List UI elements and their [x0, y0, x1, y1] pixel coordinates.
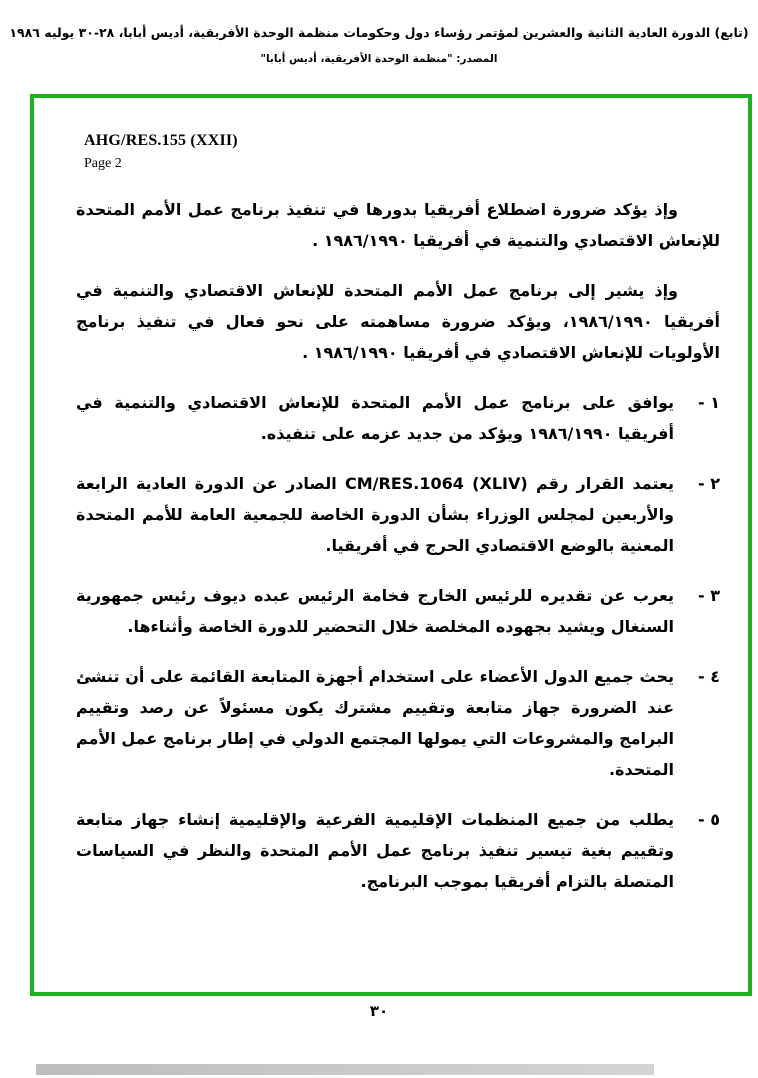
- scan-edge-artifact: [36, 1064, 654, 1075]
- resolution-item: [76, 468, 720, 561]
- resolution-reference: AHG/RES.155 (XXII): [84, 132, 238, 149]
- resolution-item: [76, 661, 720, 785]
- item-number: ٥ -: [698, 810, 720, 829]
- item-number: ٣ -: [698, 586, 720, 605]
- source-line: المصدر: "منظمة الوحدة الأفريقية، أديس أبابا": [260, 53, 498, 65]
- item-text: يعرب عن تقديره للرئيس الخارج فخامة الرئيس عبده ديوف رئيس جمهورية السنغال ويشيد بجهوده المخلصة خلال التحضير للدورة الخاصة وأثناءها.: [76, 586, 674, 636]
- page-label: Page 2: [84, 156, 122, 171]
- session-header: (تابع) الدورة العادية الثانية والعشرين لمؤتمر رؤساء دول وحكومات منظمة الوحدة الأفريقية، أديس أبابا، ٢٨-٣٠ يوليه ١٩٨٦: [9, 25, 749, 40]
- item-number: ١ -: [698, 393, 720, 412]
- resolution-items: [76, 387, 720, 897]
- resolution-item: [76, 387, 720, 449]
- resolution-item: [76, 580, 720, 642]
- item-text: يعتمد القرار رقم CM/RES.1064 (XLIV) الصادر عن الدورة العادية الرابعة والأربعين لمجلس الوزراء بشأن الدورة الخاصة للجمعية العامة للأمم المتحدة المعنية بالوضع الاقتصادي الحرج في أفريقيا.: [76, 474, 675, 555]
- resolution-item: [76, 804, 720, 897]
- preamble-paragraph-2: وإذ يشير إلى برنامج عمل الأمم المتحدة للإنعاش الاقتصادي والتنمية في أفريقيا ١٩٨٦/١٩٩٠، ويؤكد ضرورة مساهمته على نحو فعال في تنفيذ برنامج الأولويات للإنعاش الاقتصادي في أفريقيا ١٩٨٦/١٩٩٠ .: [76, 281, 721, 362]
- item-number: ٤ -: [698, 667, 720, 686]
- page-number: ٣٠: [369, 1002, 389, 1020]
- item-number: ٢ -: [698, 474, 720, 493]
- preamble-paragraph-1: وإذ يؤكد ضرورة اضطلاع أفريقيا بدورها في تنفيذ برنامج عمل الأمم المتحدة للإنعاش الاقتصادي والتنمية في أفريقيا ١٩٨٦/١٩٩٠ .: [76, 200, 720, 250]
- document-body: [76, 194, 720, 897]
- item-text: يحث جميع الدول الأعضاء على استخدام أجهزة المتابعة القائمة على أن تنشئ عند الضرورة جهاز متابعة وتقييم مشترك يكون مسئولاً عن رصد وتقييم البرامج والمشروعات التي يمولها المجتمع الدولي في إطار برنامج عمل الأمم المتحدة.: [76, 667, 674, 779]
- item-text: يطلب من جميع المنظمات الإقليمية الفرعية والإقليمية إنشاء جهاز متابعة وتقييم بغية تيسير تنفيذ برنامج عمل الأمم المتحدة والنظر في السياسات المتصلة بالتزام أفريقيا بموجب البرنامج.: [76, 810, 674, 891]
- item-text: يوافق على برنامج عمل الأمم المتحدة للإنعاش الاقتصادي والتنمية في أفريقيا ١٩٨٦/١٩٩٠ ويؤكد من جديد عزمه على تنفيذه.: [76, 393, 674, 443]
- document-frame: [30, 94, 752, 996]
